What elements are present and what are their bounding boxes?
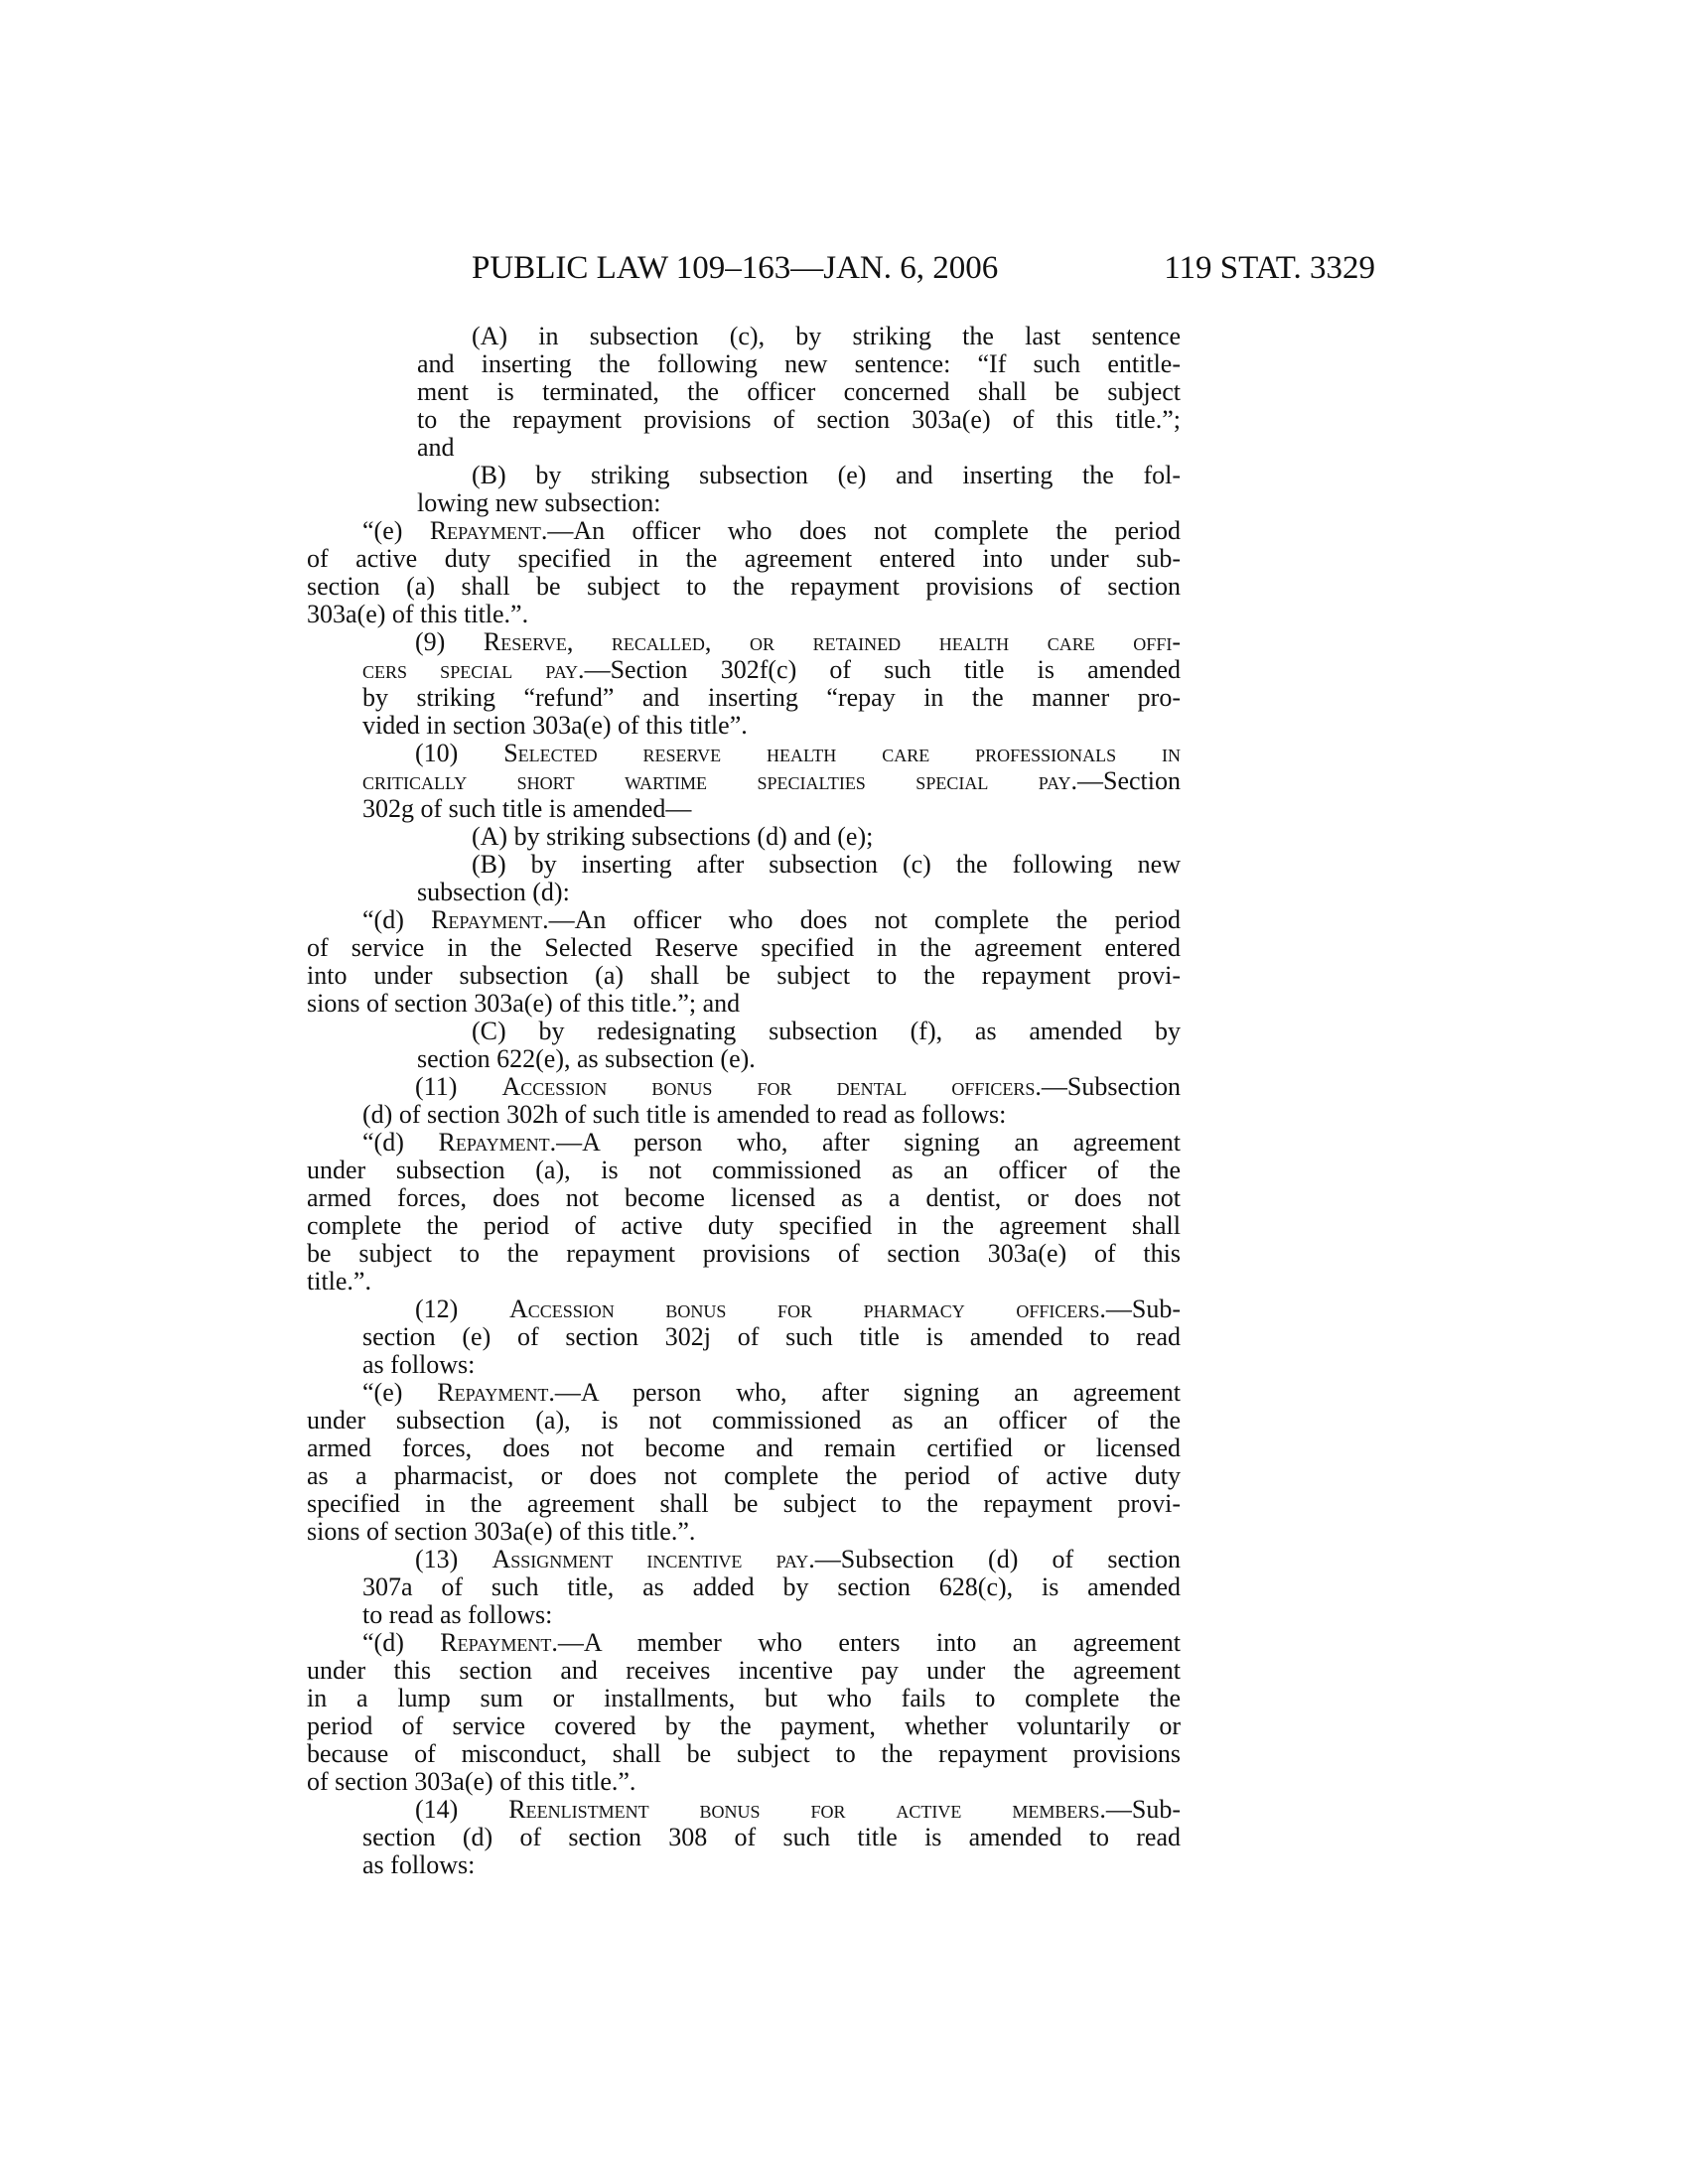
- text-line: [307, 1129, 1181, 1157]
- text-segment: —Subsection (d) of section: [814, 1545, 1181, 1573]
- section-heading-small-caps: Repayment.: [431, 905, 549, 934]
- section-heading-small-caps: cers special pay.: [362, 655, 585, 684]
- section-heading-small-caps: Repayment.: [429, 516, 548, 545]
- text-line: be subject to the repayment provisions of section 303a(e) of this: [307, 1239, 1181, 1268]
- running-header-page-number: 119 STAT. 3329: [1164, 250, 1375, 286]
- subparagraph: [307, 323, 1181, 462]
- paragraph-designator: “(d): [362, 1628, 441, 1657]
- paragraph-designator: (10): [415, 739, 504, 767]
- section-heading-small-caps: Assignment incentive pay.: [492, 1545, 815, 1573]
- text-line: [307, 1629, 1181, 1657]
- paragraph-designator: “(e): [362, 516, 430, 545]
- section-heading-small-caps: Repayment.: [438, 1128, 557, 1157]
- text-line: 302g of such title is amended—: [362, 794, 692, 823]
- text-line: (B) by striking subsection (e) and inserting the fol-: [472, 461, 1181, 489]
- text-line: sions of section 303a(e) of this title.”.: [307, 1517, 696, 1546]
- text-line: title.”.: [307, 1267, 371, 1296]
- quoted-subsection: [307, 517, 1181, 628]
- paragraph-designator: (9): [415, 627, 484, 656]
- text-line: under subsection (a), is not commissioned as an officer of the: [307, 1156, 1181, 1184]
- text-line: 303a(e) of this title.”.: [307, 600, 529, 628]
- text-segment: —An officer who does not complete the period: [548, 905, 1181, 934]
- numbered-paragraph: [307, 740, 1181, 823]
- text-line: (A) by striking subsections (d) and (e);: [472, 822, 874, 851]
- text-line: [307, 1296, 1181, 1323]
- section-heading-small-caps: Reenlistment bonus for active members.: [508, 1795, 1106, 1824]
- numbered-paragraph: [307, 1296, 1181, 1379]
- text-line: of service in the Selected Reserve specified in the agreement entered: [307, 933, 1181, 962]
- text-line: [307, 1796, 1181, 1824]
- section-heading-small-caps: Reserve, recalled, or retained health care offi-: [483, 627, 1181, 656]
- text-segment: —Section: [1077, 766, 1181, 795]
- text-line: lowing new subsection:: [417, 488, 661, 517]
- section-heading-small-caps: Accession bonus for dental officers.: [501, 1072, 1042, 1101]
- text-line: by striking “refund” and inserting “repay in the manner pro-: [362, 683, 1181, 712]
- text-line: into under subsection (a) shall be subject to the repayment provi-: [307, 961, 1181, 990]
- paragraph-designator: (13): [415, 1545, 492, 1573]
- text-line: [307, 517, 1181, 545]
- numbered-paragraph: [307, 1796, 1181, 1879]
- subparagraph: [307, 1018, 1181, 1073]
- text-line: subsection (d):: [417, 878, 570, 906]
- section-heading-small-caps: Selected reserve health care professionals in: [503, 739, 1181, 767]
- text-line: armed forces, does not become and remain certified or licensed: [307, 1433, 1181, 1462]
- text-segment: —Subsection: [1041, 1072, 1181, 1101]
- numbered-paragraph: [307, 628, 1181, 740]
- text-line: sions of section 303a(e) of this title.”; and: [307, 989, 741, 1018]
- subparagraph: [307, 851, 1181, 906]
- text-line: and inserting the following new sentence: “If such entitle-: [417, 349, 1181, 378]
- text-line: period of service covered by the payment, whether voluntarily or: [307, 1711, 1181, 1740]
- subparagraph: [307, 462, 1181, 517]
- quoted-subsection: [307, 1629, 1181, 1796]
- quoted-subsection: [307, 906, 1181, 1018]
- text-line: because of misconduct, shall be subject to the repayment provisions: [307, 1739, 1181, 1768]
- text-line: section (a) shall be subject to the repayment provisions of section: [307, 572, 1181, 601]
- text-line: [307, 628, 1181, 656]
- text-segment: —A person who, after signing an agreement: [556, 1128, 1181, 1157]
- quoted-subsection: [307, 1379, 1181, 1546]
- text-line: as a pharmacist, or does not complete the period of active duty: [307, 1461, 1181, 1490]
- text-line: and: [417, 433, 455, 462]
- text-line: [307, 656, 1181, 684]
- section-heading-small-caps: Repayment.: [440, 1628, 558, 1657]
- section-heading-small-caps: critically short wartime specialties special pay.: [362, 766, 1077, 795]
- text-line: [307, 740, 1181, 767]
- text-line: section (d) of section 308 of such title is amended to read: [362, 1823, 1181, 1851]
- section-heading-small-caps: Accession bonus for pharmacy officers.: [508, 1295, 1106, 1323]
- text-segment: —Sub-: [1105, 1795, 1181, 1824]
- text-segment: —Section 302f(c) of such title is amended: [584, 655, 1181, 684]
- paragraph-designator: (12): [415, 1295, 509, 1323]
- text-line: 307a of such title, as added by section 628(c), is amended: [362, 1572, 1181, 1601]
- text-line: (B) by inserting after subsection (c) the following new: [472, 850, 1181, 879]
- paragraph-designator: (11): [415, 1072, 502, 1101]
- paragraph-designator: (14): [415, 1795, 509, 1824]
- document-body: [307, 323, 1181, 1879]
- text-line: (C) by redesignating subsection (f), as amended by: [472, 1017, 1181, 1045]
- text-segment: —A member who enters into an agreement: [557, 1628, 1181, 1657]
- text-line: armed forces, does not become licensed as a dentist, or does not: [307, 1183, 1181, 1212]
- numbered-paragraph: [307, 1546, 1181, 1629]
- text-line: under this section and receives incentive pay under the agreement: [307, 1656, 1181, 1685]
- text-line: [307, 767, 1181, 795]
- text-segment: —Sub-: [1105, 1295, 1181, 1323]
- text-line: [307, 1073, 1181, 1101]
- text-line: [307, 1546, 1181, 1573]
- text-line: of section 303a(e) of this title.”.: [307, 1767, 636, 1796]
- text-line: vided in section 303a(e) of this title”.: [362, 711, 748, 740]
- text-segment: —An officer who does not complete the period: [547, 516, 1181, 545]
- text-line: (d) of section 302h of such title is amended to read as follows:: [362, 1100, 1007, 1129]
- paragraph-designator: “(e): [362, 1378, 438, 1407]
- text-line: specified in the agreement shall be subject to the repayment provi-: [307, 1489, 1181, 1518]
- subparagraph: [307, 823, 1181, 851]
- text-line: complete the period of active duty specified in the agreement shall: [307, 1211, 1181, 1240]
- text-line: (A) in subsection (c), by striking the last sentence: [472, 322, 1181, 350]
- quoted-subsection: [307, 1129, 1181, 1296]
- numbered-paragraph: [307, 1073, 1181, 1129]
- paragraph-designator: “(d): [362, 1128, 439, 1157]
- text-line: under subsection (a), is not commissioned as an officer of the: [307, 1406, 1181, 1434]
- text-line: section (e) of section 302j of such title is amended to read: [362, 1322, 1181, 1351]
- text-line: [307, 906, 1181, 934]
- section-heading-small-caps: Repayment.: [437, 1378, 555, 1407]
- text-line: as follows:: [362, 1350, 476, 1379]
- running-header-title: PUBLIC LAW 109–163—JAN. 6, 2006: [472, 250, 999, 286]
- text-line: in a lump sum or installments, but who fails to complete the: [307, 1684, 1181, 1712]
- text-segment: —A person who, after signing an agreement: [554, 1378, 1181, 1407]
- text-line: ment is terminated, the officer concerned shall be subject: [417, 377, 1181, 406]
- text-line: to read as follows:: [362, 1600, 553, 1629]
- paragraph-designator: “(d): [362, 905, 432, 934]
- text-line: [307, 1379, 1181, 1407]
- text-line: to the repayment provisions of section 303a(e) of this title.”;: [417, 405, 1181, 434]
- text-line: section 622(e), as subsection (e).: [417, 1044, 756, 1073]
- text-line: of active duty specified in the agreement entered into under sub-: [307, 544, 1181, 573]
- text-line: as follows:: [362, 1850, 476, 1879]
